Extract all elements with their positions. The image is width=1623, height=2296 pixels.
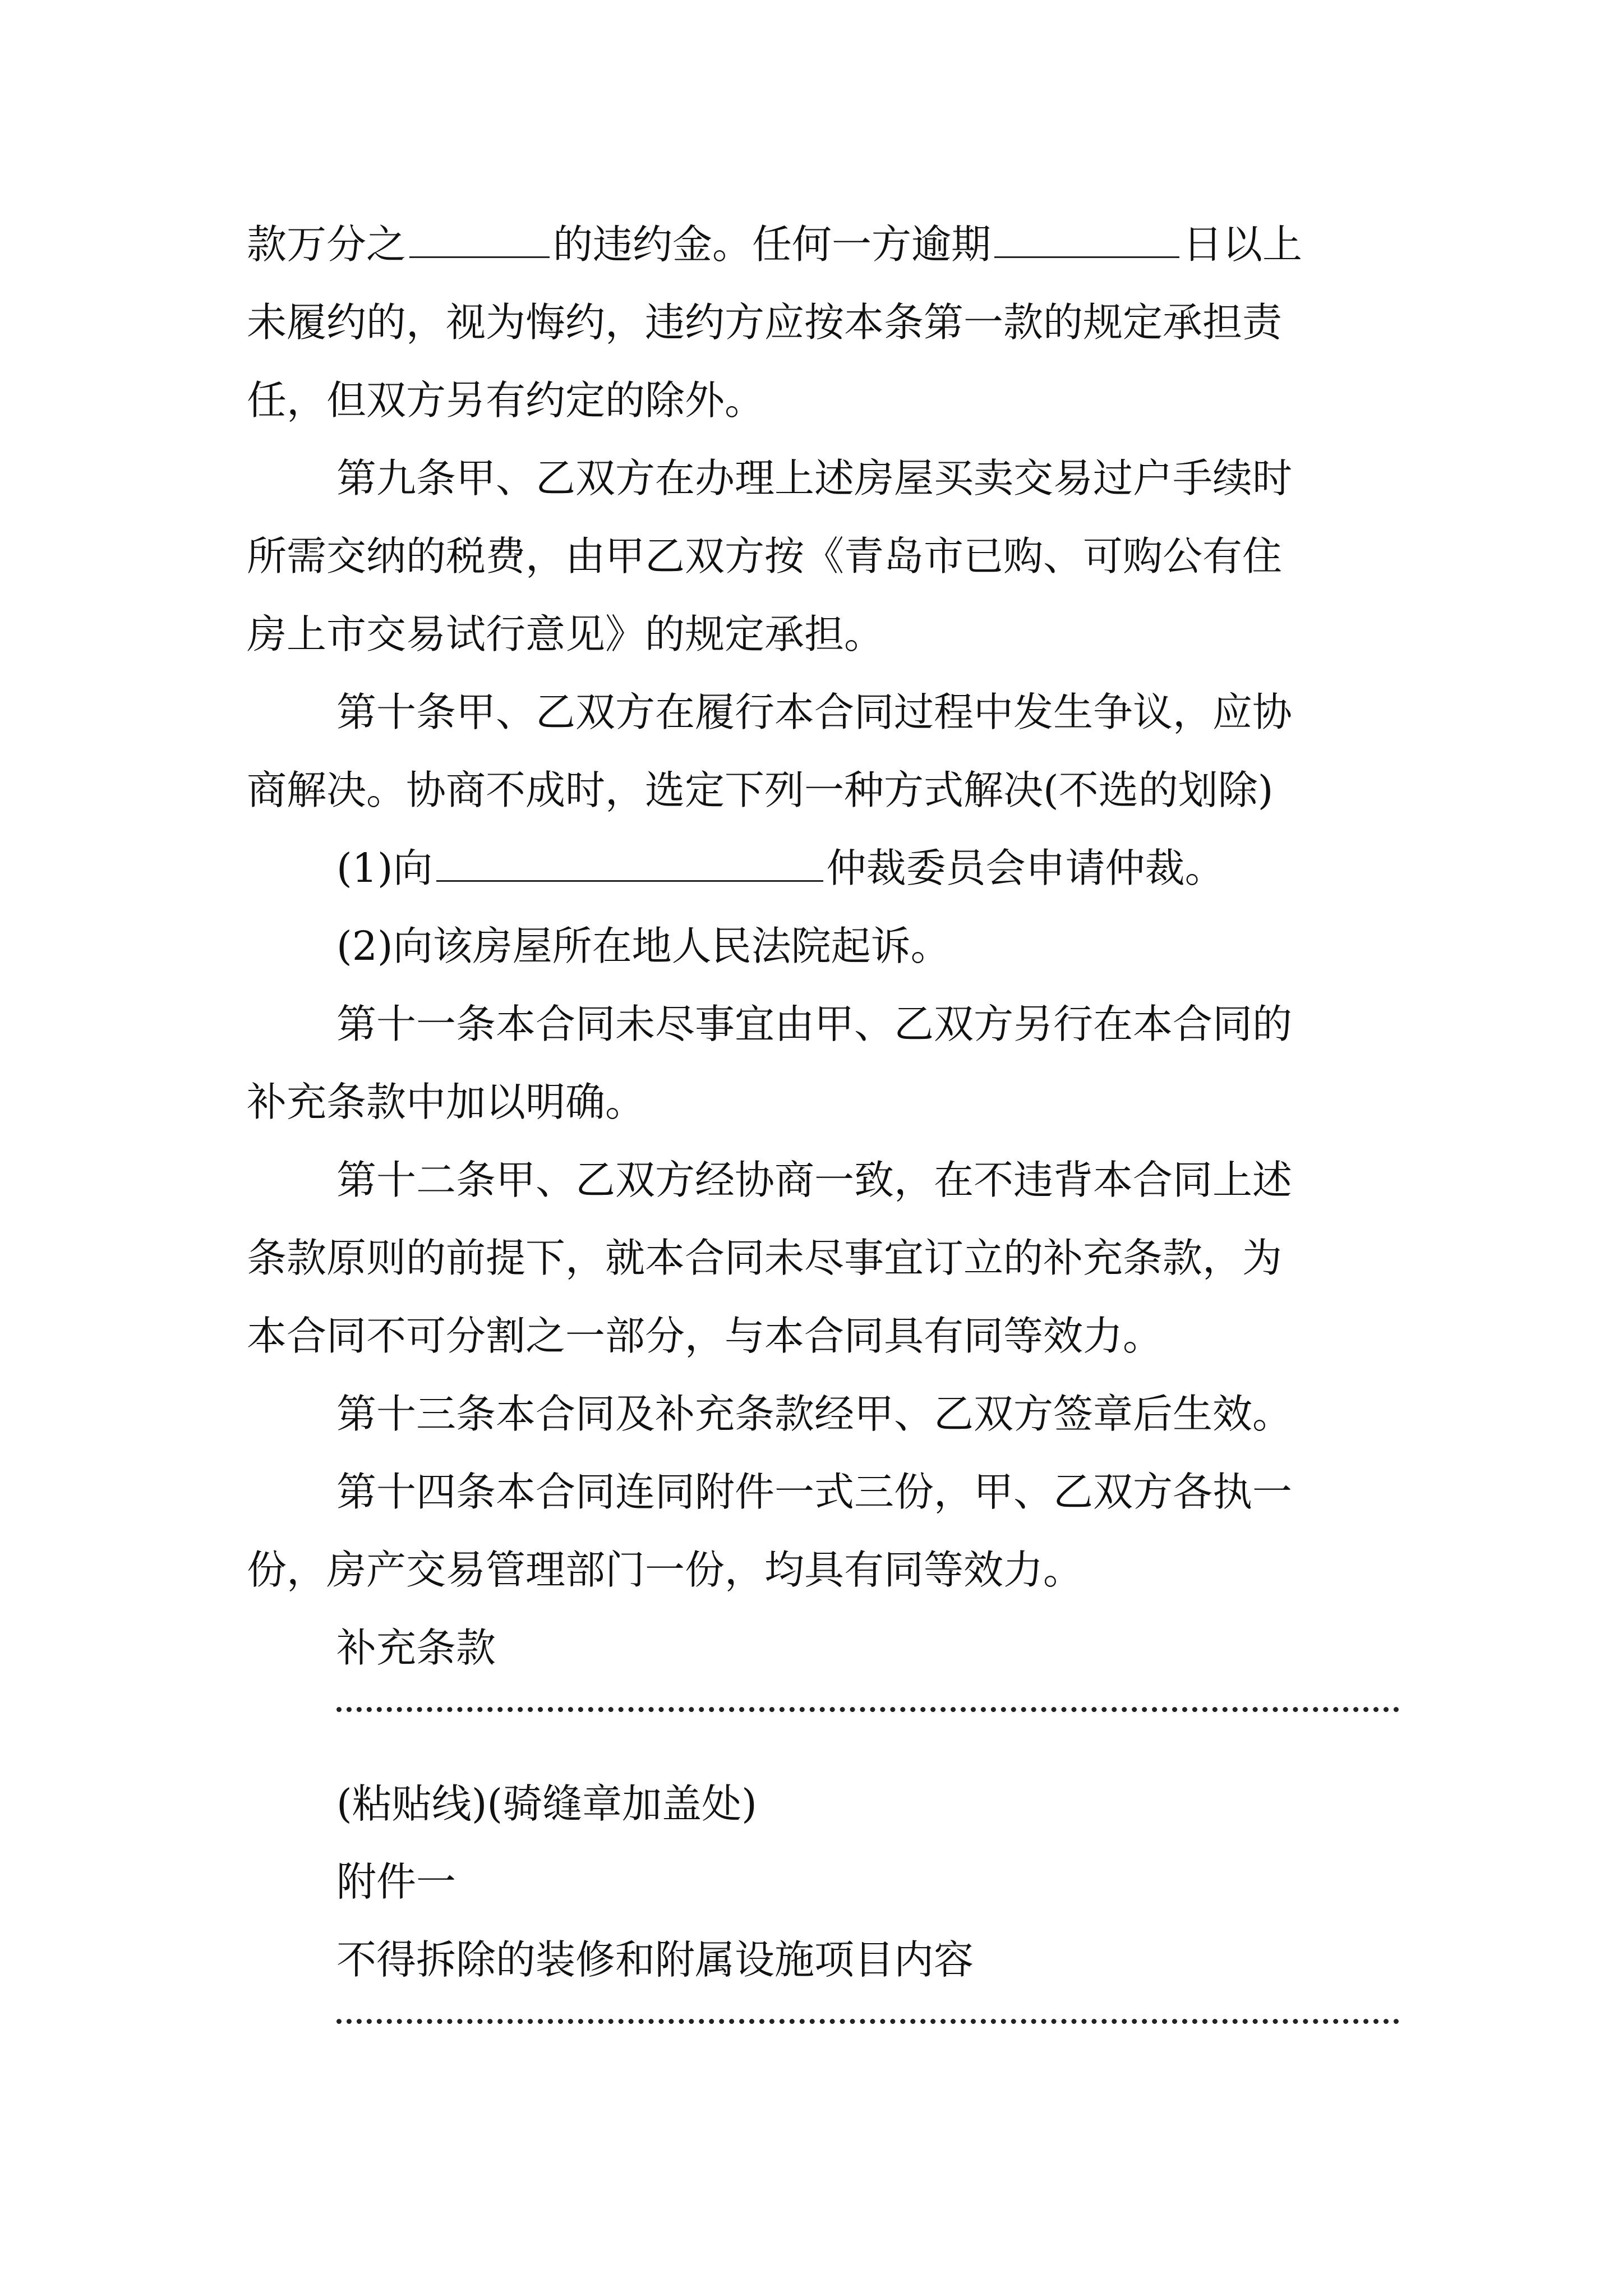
- article-14-line-1: 第十四条本合同连同附件一式三份，甲、乙双方各执一: [336, 1469, 1293, 1515]
- dotted-separator: [336, 1707, 1399, 1712]
- article-9-line-2: 所需交纳的税费，由甲乙双方按《青岛市已购、可购公有住: [247, 533, 1283, 579]
- article-11-line-2: 补充条款中加以明确。: [247, 1079, 645, 1125]
- article-13: 第十三条本合同及补充条款经甲、乙双方签章后生效。: [336, 1391, 1293, 1437]
- article-10-line-1: 第十条甲、乙双方在履行本合同过程中发生争议，应协: [336, 689, 1293, 735]
- text-segment: (1)向: [336, 845, 433, 891]
- text-line: 未履约的，视为悔约，违约方应按本条第一款的规定承担责: [247, 299, 1283, 346]
- text-line: 任，但双方另有约定的除外。: [247, 377, 765, 424]
- text-segment: 仲裁委员会申请仲裁。: [826, 845, 1225, 891]
- attachment-subtitle: 不得拆除的装修和附属设施项目内容: [336, 1936, 974, 1983]
- text-segment: 款万分之: [247, 221, 407, 268]
- text-segment: 的违约金。任何一方逾期: [553, 221, 992, 268]
- article-12-line-2: 条款原则的前提下，就本合同未尽事宜订立的补充条款，为: [247, 1235, 1283, 1281]
- fill-in-blank[interactable]: [409, 222, 550, 258]
- article-12-line-1: 第十二条甲、乙双方经协商一致，在不违背本合同上述: [336, 1157, 1293, 1203]
- fill-in-blank[interactable]: [994, 222, 1179, 258]
- article-12-line-3: 本合同不可分割之一部分，与本合同具有同等效力。: [247, 1313, 1163, 1359]
- article-10-line-2: 商解决。协商不成时，选定下列一种方式解决(不选的划除): [247, 767, 1274, 813]
- article-11-line-1: 第十一条本合同未尽事宜由甲、乙双方另行在本合同的: [336, 1001, 1293, 1047]
- article-14-line-2: 份，房产交易管理部门一份，均具有同等效力。: [247, 1547, 1083, 1593]
- article-9-line-3: 房上市交易试行意见》的规定承担。: [247, 611, 884, 657]
- option-2: (2)向该房屋所在地人民法院起诉。: [336, 923, 951, 969]
- supplement-title: 补充条款: [336, 1625, 496, 1671]
- paste-line-note: (粘贴线)(骑缝章加盖处): [336, 1780, 757, 1827]
- option-1: [336, 840, 1402, 896]
- text-line: [247, 217, 1396, 273]
- article-9-line-1: 第九条甲、乙双方在办理上述房屋买卖交易过户手续时: [336, 455, 1293, 501]
- attachment-title: 附件一: [336, 1858, 457, 1905]
- text-segment: 日以上: [1183, 221, 1303, 268]
- fill-in-blank[interactable]: [436, 845, 823, 882]
- dotted-separator: [336, 2019, 1399, 2024]
